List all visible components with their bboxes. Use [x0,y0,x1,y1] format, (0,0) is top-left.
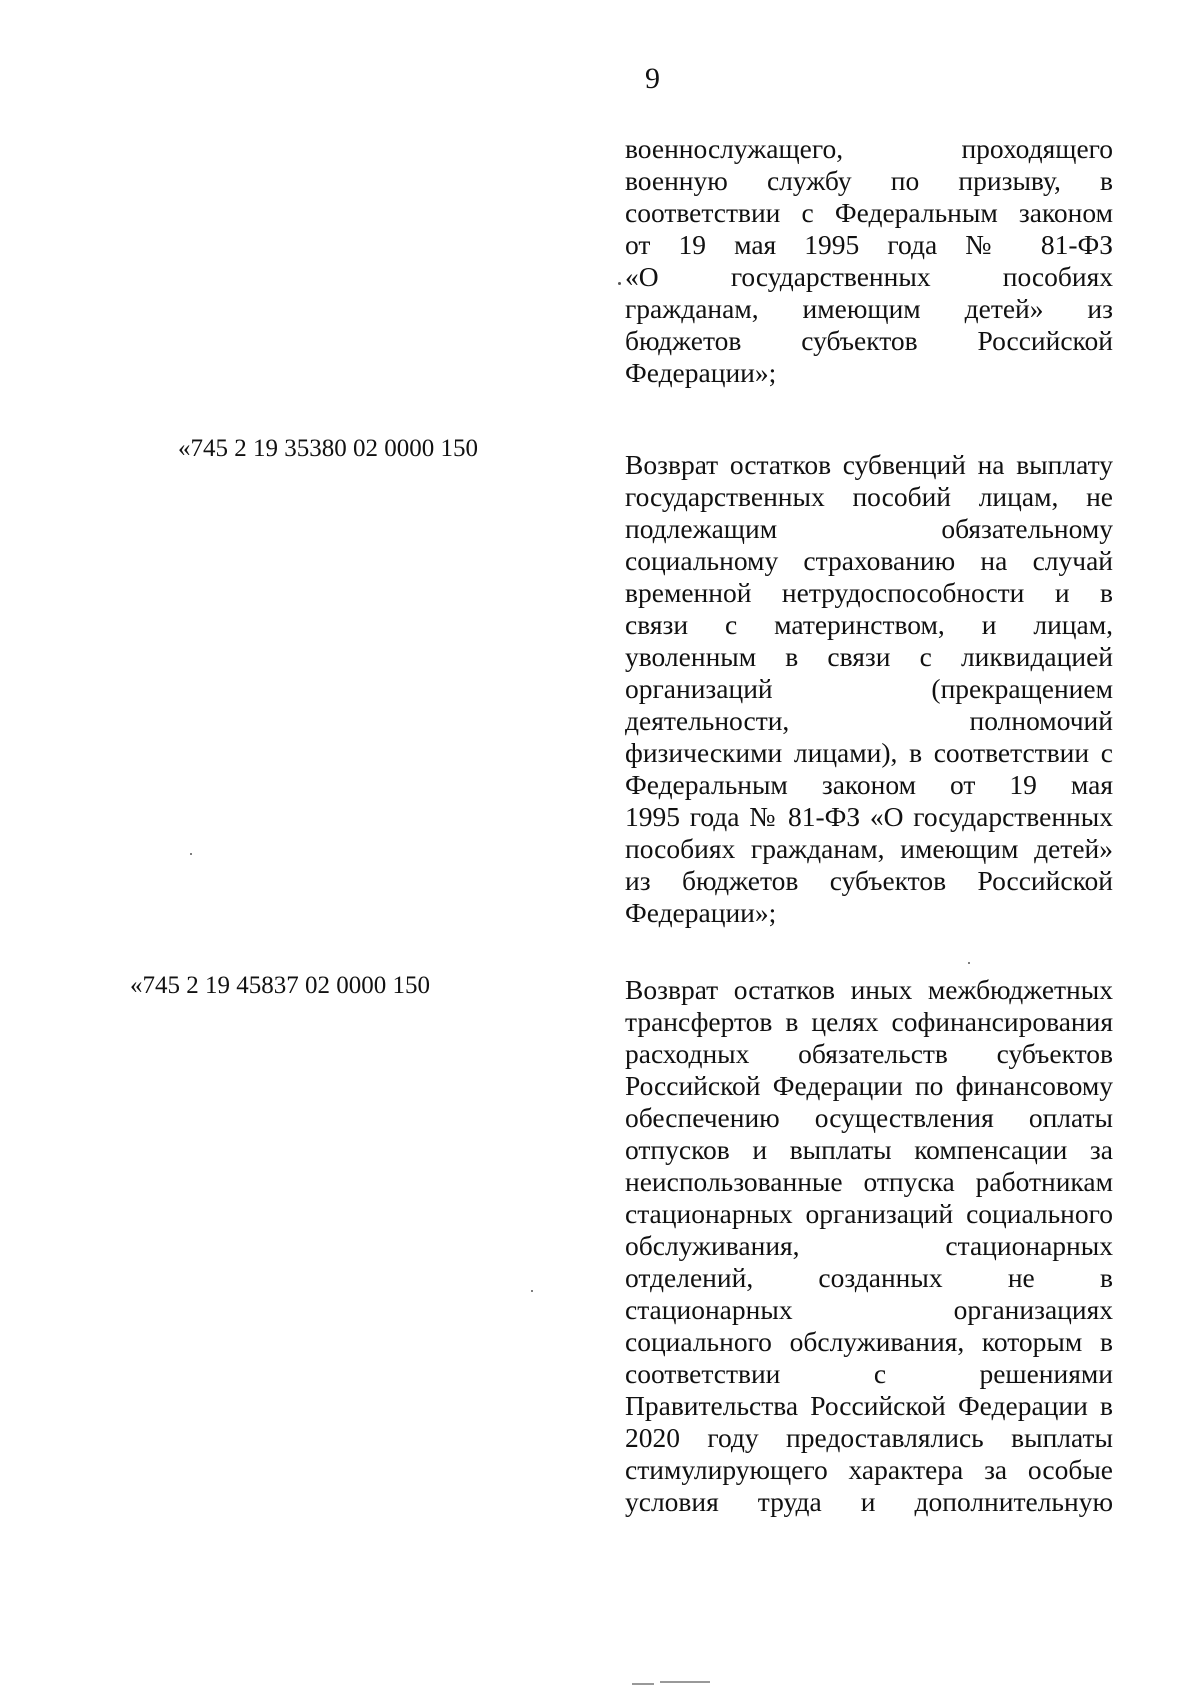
scan-speck [618,282,621,285]
description-line: Российской Федерации по финансовому [625,1070,1113,1101]
description-line: социального обслуживания, которым в [625,1326,1113,1357]
description-line: обслуживания, стационарных [625,1230,1113,1261]
description-line: отделений, созданных не в [625,1262,1113,1293]
description-line: пособиях гражданам, имеющим детей» [625,833,1113,864]
description-line: Возврат остатков иных межбюджетных [625,974,1113,1005]
description-line: физическими лицами), в соответствии с [625,737,1113,768]
page-number: 9 [645,62,660,95]
description-line: гражданам, имеющим детей» из [625,293,1113,324]
description-line: условия труда и дополнительную [625,1486,1113,1517]
description-line: Федерации»; [625,897,777,928]
description-line: неиспользованные отпуска работникам [625,1166,1113,1197]
description-line: бюджетов субъектов Российской [625,325,1113,356]
description-line: расходных обязательств субъектов [625,1038,1113,1069]
description-line: уволенным в связи с ликвидацией [625,641,1113,672]
entry-3-code: «745 2 19 45837 02 0000 150 [130,972,430,999]
entry-1-description [625,133,1113,389]
description-line: подлежащим обязательному [625,513,1113,544]
description-line: Федеральным законом от 19 мая [625,769,1113,800]
description-line: Правительства Российской Федерации в [625,1390,1113,1421]
description-line: обеспечению осуществления оплаты [625,1102,1113,1133]
description-line: трансфертов в целях софинансирования [625,1006,1113,1037]
description-line: организаций (прекращением [625,673,1113,704]
description-line: связи с материнством, и лицам, [625,609,1113,640]
description-line: стимулирующего характера за особые [625,1454,1113,1485]
description-line: Федерации»; [625,357,777,388]
description-line: деятельности, полномочий [625,705,1113,736]
description-line: военнослужащего, проходящего [625,133,1113,164]
description-line: государственных пособий лицам, не [625,481,1113,512]
description-line: отпусков и выплаты компенсации за [625,1134,1113,1165]
entry-2-code: «745 2 19 35380 02 0000 150 [178,435,478,462]
description-line: Возврат остатков субвенций на выплату [625,449,1113,480]
description-line: 1995 года № 81-ФЗ «О государственных [625,801,1113,832]
description-line: 2020 году предоставлялись выплаты [625,1422,1113,1453]
description-line: соответствии с решениями [625,1358,1113,1389]
description-line: стационарных организаций социального [625,1198,1113,1229]
description-line: социальному страхованию на случай [625,545,1113,576]
scan-speck [968,962,970,964]
entry-2-description [625,449,1113,929]
scan-mark [632,1683,654,1685]
description-line: временной нетрудоспособности и в [625,577,1113,608]
description-line: соответствии с Федеральным законом [625,197,1113,228]
description-line: стационарных организациях [625,1294,1113,1325]
scan-speck [190,853,192,855]
description-line: от 19 мая 1995 года № 81-ФЗ [625,229,1113,260]
entry-3-description [625,974,1113,1518]
description-line: военную службу по призыву, в [625,165,1113,196]
scan-mark [660,1681,710,1683]
description-line: из бюджетов субъектов Российской [625,865,1113,896]
scan-speck [531,1290,533,1292]
description-line: «О государственных пособиях [625,261,1113,292]
